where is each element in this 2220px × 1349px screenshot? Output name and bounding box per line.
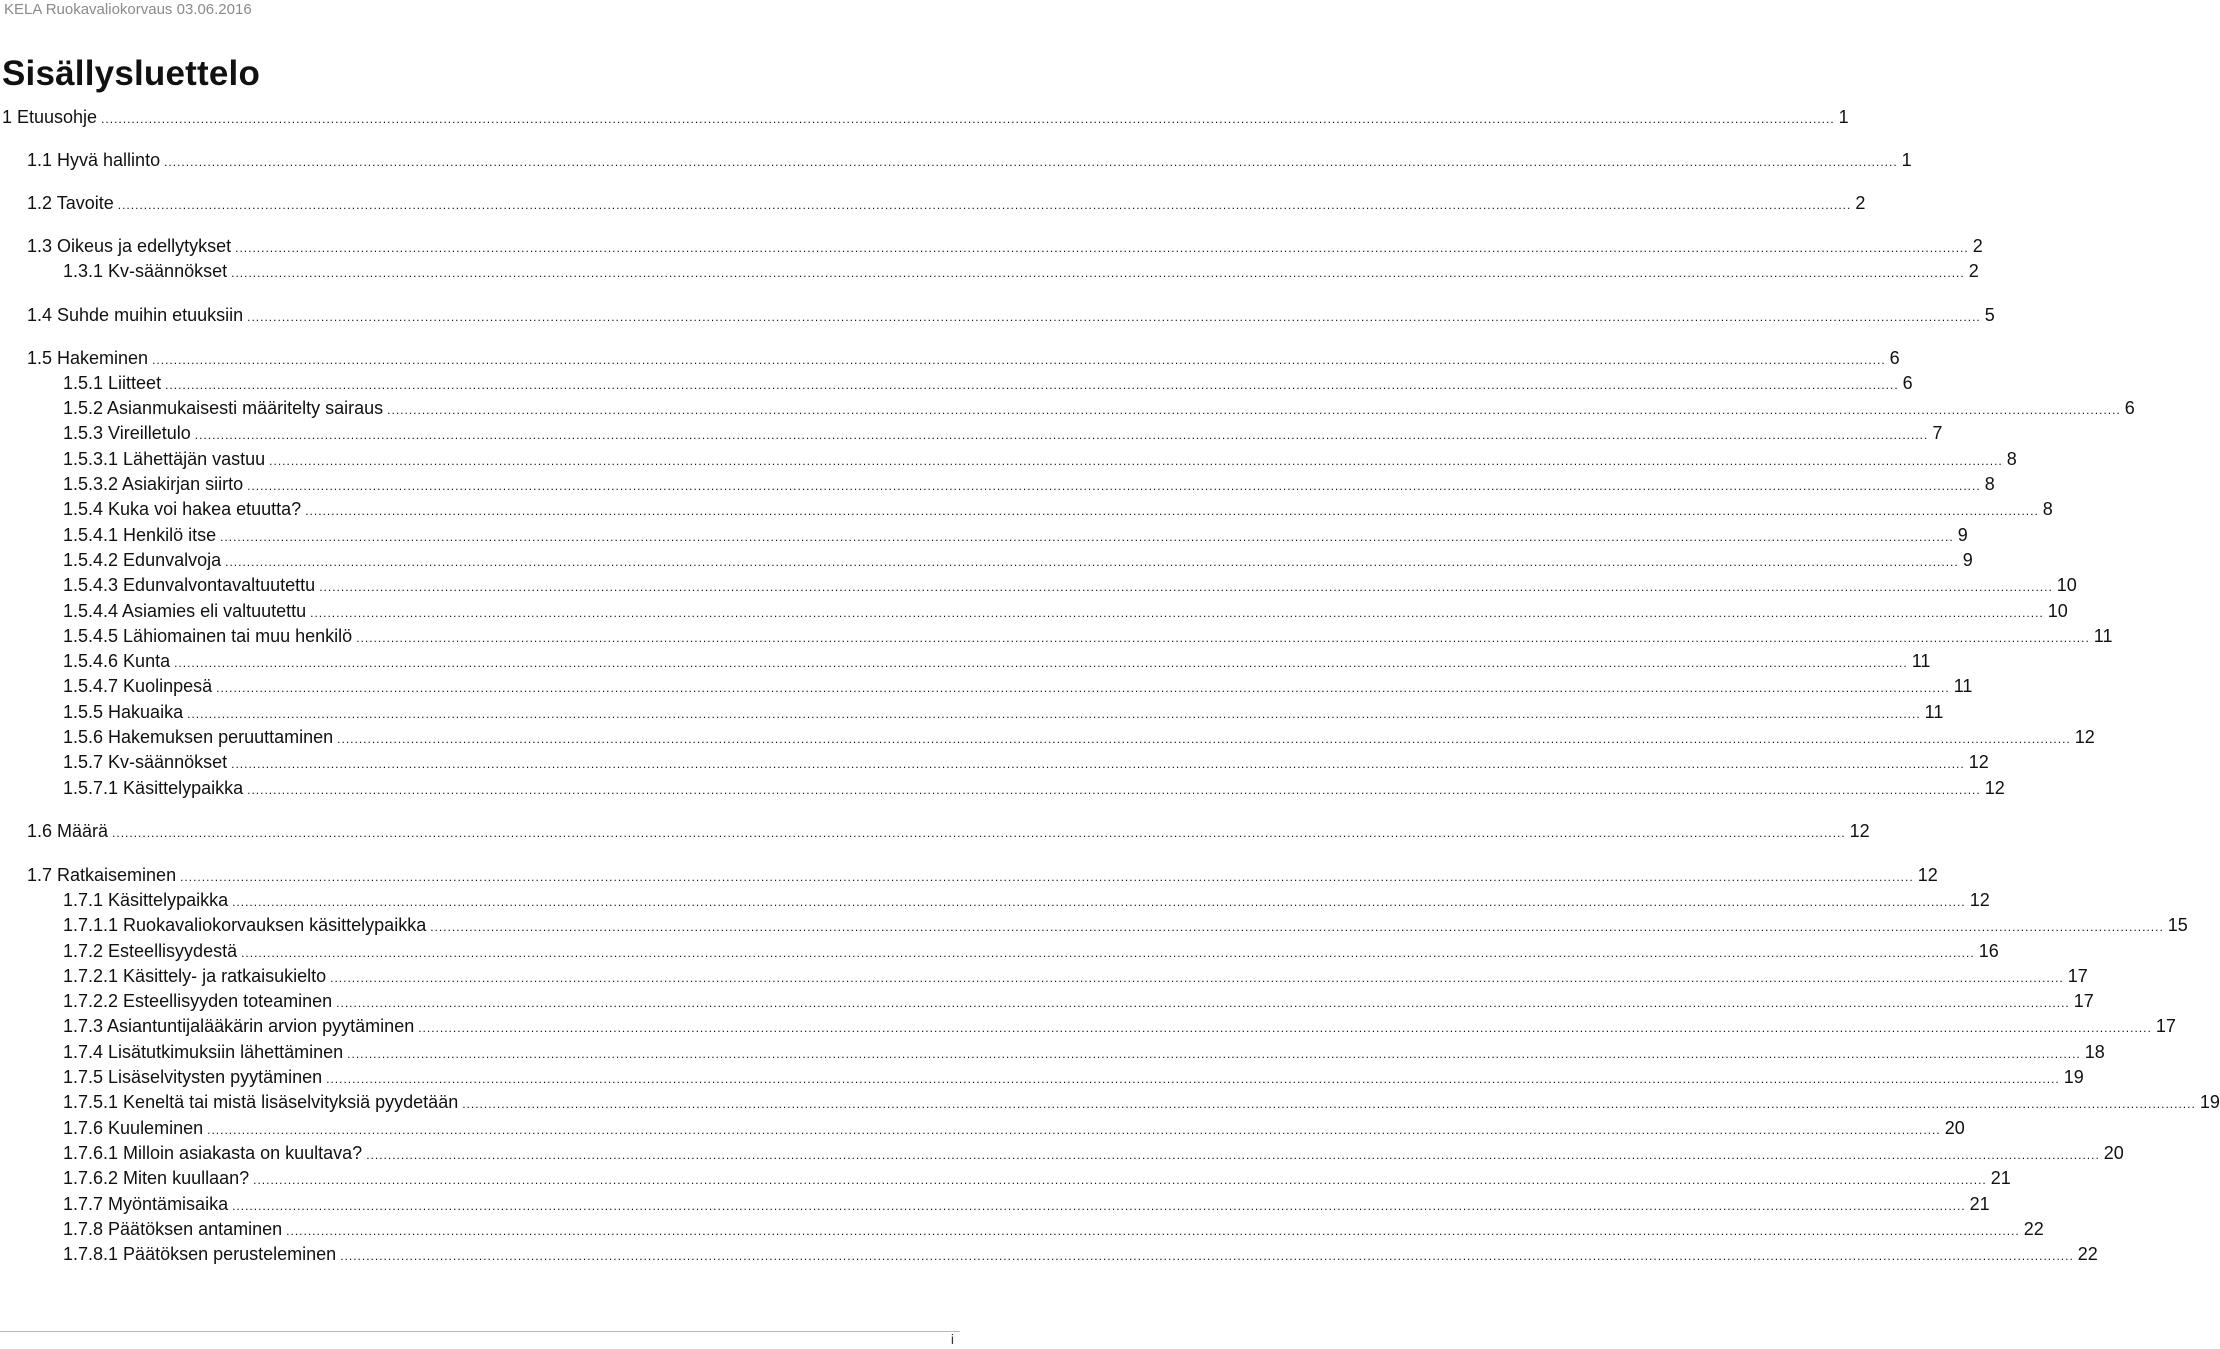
- toc-entry[interactable]: [63, 1014, 2176, 1038]
- toc-dot-leader: ................................................................................................................................................................................................................................................................................................................................................................................................................: [152, 353, 1886, 367]
- toc-entry[interactable]: [63, 259, 1979, 283]
- toc-entry-page-number: 8: [2006, 449, 2017, 469]
- toc-dot-leader: ................................................................................................................................................................................................................................................................................................................................................................................................................: [337, 732, 2071, 746]
- toc-entry[interactable]: [63, 523, 1968, 547]
- toc-entry-page-number: 12: [1917, 865, 1938, 885]
- toc-entry-title: 1.3 Oikeus ja edellytykset: [27, 236, 232, 256]
- toc-entry[interactable]: [63, 1116, 1965, 1140]
- toc-dot-leader: ................................................................................................................................................................................................................................................................................................................................................................................................................: [247, 310, 1981, 324]
- toc-dot-leader: ................................................................................................................................................................................................................................................................................................................................................................................................................: [241, 946, 1975, 960]
- toc-entry-title: 1 Etuusohje: [2, 107, 98, 127]
- toc-dot-leader: ................................................................................................................................................................................................................................................................................................................................................................................................................: [430, 920, 2164, 934]
- toc-entry-page-number: 11: [1911, 651, 1931, 671]
- toc-entry[interactable]: [63, 888, 1990, 912]
- toc-entry-title: 1.7.2.2 Esteellisyyden toteaminen: [63, 991, 333, 1011]
- toc-entry-page-number: 20: [1944, 1118, 1965, 1138]
- toc-entry-page-number: 22: [2077, 1244, 2098, 1264]
- toc-entry[interactable]: [27, 148, 1912, 172]
- toc-entry-title: 1.5.1 Liitteet: [63, 373, 162, 393]
- toc-entry-page-number: 6: [1902, 373, 1913, 393]
- toc-entry-title: 1.5.4 Kuka voi hakea etuutta?: [63, 499, 302, 519]
- toc-entry[interactable]: [27, 191, 1866, 215]
- toc-entry[interactable]: [63, 750, 1989, 774]
- toc-dot-leader: ................................................................................................................................................................................................................................................................................................................................................................................................................: [418, 1021, 2152, 1035]
- toc-dot-leader: ................................................................................................................................................................................................................................................................................................................................................................................................................: [207, 1123, 1941, 1137]
- toc-dot-leader: ................................................................................................................................................................................................................................................................................................................................................................................................................: [387, 403, 2121, 417]
- toc-entry-title: 1.5.4.7 Kuolinpesä: [63, 676, 213, 696]
- toc-entry-title: 1.7.6 Kuuleminen: [63, 1118, 204, 1138]
- toc-entry[interactable]: [63, 1166, 2011, 1190]
- toc-dot-leader: ................................................................................................................................................................................................................................................................................................................................................................................................................: [462, 1097, 2196, 1111]
- toc-entry-page-number: 12: [2074, 727, 2095, 747]
- toc-entry-title: 1.7.2.1 Käsittely- ja ratkaisukielto: [63, 966, 327, 986]
- toc-entry-page-number: 10: [2047, 601, 2068, 621]
- toc-entry[interactable]: [63, 1040, 2105, 1064]
- running-header: KELA Ruokavaliokorvaus 03.06.2016: [4, 1, 252, 18]
- toc-entry[interactable]: [63, 421, 1943, 445]
- toc-entry-page-number: 19: [2063, 1067, 2084, 1087]
- toc-entry-page-number: 1: [1901, 150, 1912, 170]
- toc-entry-title: 1.5.3 Vireilletulo: [63, 423, 191, 443]
- toc-entry-title: 1.7.8 Päätöksen antaminen: [63, 1219, 283, 1239]
- toc-entry-title: 1.7.3 Asiantuntijalääkärin arvion pyytäminen: [63, 1016, 415, 1036]
- toc-entry-page-number: 12: [1969, 890, 1990, 910]
- page-title: Sisällysluettelo: [2, 54, 261, 93]
- toc-dot-leader: ................................................................................................................................................................................................................................................................................................................................................................................................................: [247, 783, 1981, 797]
- toc-entry-page-number: 20: [2103, 1143, 2124, 1163]
- toc-dot-leader: ................................................................................................................................................................................................................................................................................................................................................................................................................: [232, 1199, 1966, 1213]
- toc-dot-leader: ................................................................................................................................................................................................................................................................................................................................................................................................................: [174, 656, 1908, 670]
- toc-entry-page-number: 21: [1990, 1168, 2011, 1188]
- toc-entry-title: 1.5.4.4 Asiamies eli valtuutettu: [63, 601, 307, 621]
- toc-entry[interactable]: [63, 599, 2068, 623]
- toc-entry[interactable]: [27, 819, 1870, 843]
- toc-entry-page-number: 11: [1924, 702, 1944, 722]
- toc-dot-leader: ................................................................................................................................................................................................................................................................................................................................................................................................................: [164, 155, 1898, 169]
- toc-entry-title: 1.7.8.1 Päätöksen perusteleminen: [63, 1244, 337, 1264]
- toc-entry-page-number: 15: [2167, 915, 2188, 935]
- toc-entry-page-number: 12: [1968, 752, 1989, 772]
- toc-dot-leader: ................................................................................................................................................................................................................................................................................................................................................................................................................: [319, 580, 2053, 594]
- toc-entry[interactable]: [63, 1242, 2098, 1266]
- toc-entry-page-number: 5: [1984, 305, 1995, 325]
- toc-dot-leader: ................................................................................................................................................................................................................................................................................................................................................................................................................: [286, 1224, 2020, 1238]
- toc-entry-title: 1.7 Ratkaiseminen: [27, 865, 177, 885]
- toc-entry-page-number: 6: [2124, 398, 2135, 418]
- toc-entry-page-number: 12: [1849, 821, 1870, 841]
- toc-entry-page-number: 1: [1838, 107, 1849, 127]
- toc-entry-page-number: 9: [1962, 550, 1973, 570]
- toc-entry-title: 1.5.4.3 Edunvalvontavaltuutettu: [63, 575, 316, 595]
- toc-entry[interactable]: [63, 776, 2005, 800]
- toc-dot-leader: ................................................................................................................................................................................................................................................................................................................................................................................................................: [253, 1173, 1987, 1187]
- toc-dot-leader: ................................................................................................................................................................................................................................................................................................................................................................................................................: [347, 1047, 2081, 1061]
- toc-dot-leader: ................................................................................................................................................................................................................................................................................................................................................................................................................: [232, 895, 1966, 909]
- toc-entry-page-number: 18: [2084, 1042, 2105, 1062]
- toc-entry[interactable]: [63, 1217, 2044, 1241]
- toc-dot-leader: ................................................................................................................................................................................................................................................................................................................................................................................................................: [165, 378, 1899, 392]
- toc-dot-leader: ................................................................................................................................................................................................................................................................................................................................................................................................................: [247, 479, 1981, 493]
- toc-dot-leader: ................................................................................................................................................................................................................................................................................................................................................................................................................: [366, 1148, 2100, 1162]
- toc-entry[interactable]: [63, 472, 1995, 496]
- toc-entry-title: 1.7.1 Käsittelypaikka: [63, 890, 229, 910]
- toc-entry-page-number: 9: [1957, 525, 1968, 545]
- toc-entry-title: 1.7.6.2 Miten kuullaan?: [63, 1168, 250, 1188]
- toc-entry-page-number: 8: [1984, 474, 1995, 494]
- toc-entry[interactable]: [63, 674, 1973, 698]
- toc-entry-title: 1.5.4.5 Lähiomainen tai muu henkilö: [63, 626, 353, 646]
- toc-entry[interactable]: [63, 396, 2135, 420]
- toc-entry-title: 1.5.2 Asianmukaisesti määritelty sairaus: [63, 398, 384, 418]
- toc-entry[interactable]: [63, 548, 1973, 572]
- toc-entry[interactable]: [63, 939, 1999, 963]
- toc-dot-leader: ................................................................................................................................................................................................................................................................................................................................................................................................................: [356, 631, 2090, 645]
- toc-entry[interactable]: [63, 913, 2188, 937]
- toc-entry-page-number: 11: [1953, 676, 1973, 696]
- toc-entry-page-number: 2: [1855, 193, 1866, 213]
- toc-entry-title: 1.7.6.1 Milloin asiakasta on kuultava?: [63, 1143, 363, 1163]
- toc-entry-title: 1.7.5 Lisäselvitysten pyytäminen: [63, 1067, 323, 1087]
- toc-entry[interactable]: [63, 989, 2094, 1013]
- toc-dot-leader: ................................................................................................................................................................................................................................................................................................................................................................................................................: [112, 826, 1846, 840]
- toc-entry[interactable]: [27, 234, 1983, 258]
- toc-entry[interactable]: [63, 964, 2088, 988]
- toc-entry[interactable]: [63, 1141, 2124, 1165]
- toc-entry-page-number: 22: [2023, 1219, 2044, 1239]
- toc-entry-title: 1.7.1.1 Ruokavaliokorvauksen käsittelypaikka: [63, 915, 427, 935]
- toc-entry-title: 1.5.4.1 Henkilö itse: [63, 525, 217, 545]
- toc-entry[interactable]: [63, 497, 2053, 521]
- toc-entry-title: 1.3.1 Kv-säännökset: [63, 261, 228, 281]
- toc-dot-leader: ................................................................................................................................................................................................................................................................................................................................................................................................................: [330, 971, 2064, 985]
- toc-entry-title: 1.2 Tavoite: [27, 193, 114, 213]
- toc-entry-page-number: 12: [1984, 778, 2005, 798]
- toc-dot-leader: ................................................................................................................................................................................................................................................................................................................................................................................................................: [340, 1249, 2074, 1263]
- toc-dot-leader: ................................................................................................................................................................................................................................................................................................................................................................................................................: [336, 996, 2070, 1010]
- toc-dot-leader: ................................................................................................................................................................................................................................................................................................................................................................................................................: [225, 555, 1959, 569]
- toc-entry[interactable]: [63, 573, 2077, 597]
- toc-entry[interactable]: [27, 863, 1938, 887]
- toc-entry-title: 1.4 Suhde muihin etuuksiin: [27, 305, 244, 325]
- toc-entry[interactable]: [63, 649, 1931, 673]
- toc-entry[interactable]: [63, 1090, 2220, 1114]
- toc-entry-title: 1.7.2 Esteellisyydestä: [63, 941, 238, 961]
- toc-entry-page-number: 17: [2067, 966, 2088, 986]
- toc-entry-title: 1.5.4.2 Edunvalvoja: [63, 550, 222, 570]
- toc-entry[interactable]: [63, 1192, 1990, 1216]
- toc-dot-leader: ................................................................................................................................................................................................................................................................................................................................................................................................................: [269, 454, 2003, 468]
- toc-entry-title: 1.7.5.1 Keneltä tai mistä lisäselvityksiä pyydetään: [63, 1092, 459, 1112]
- toc-dot-leader: ................................................................................................................................................................................................................................................................................................................................................................................................................: [305, 504, 2039, 518]
- toc-dot-leader: ................................................................................................................................................................................................................................................................................................................................................................................................................: [180, 870, 1914, 884]
- toc-dot-leader: ................................................................................................................................................................................................................................................................................................................................................................................................................: [216, 681, 1950, 695]
- toc-entry-title: 1.7.4 Lisätutkimuksiin lähettäminen: [63, 1042, 344, 1062]
- toc-entry-title: 1.1 Hyvä hallinto: [27, 150, 161, 170]
- toc-entry-page-number: 8: [2042, 499, 2053, 519]
- toc-dot-leader: ................................................................................................................................................................................................................................................................................................................................................................................................................: [310, 606, 2044, 620]
- footer-page-number: i: [950, 1331, 954, 1347]
- footer-divider: [0, 1331, 960, 1332]
- toc-entry-title: 1.5.3.1 Lähettäjän vastuu: [63, 449, 266, 469]
- toc-entry-page-number: 17: [2155, 1016, 2176, 1036]
- toc-entry-page-number: 21: [1969, 1194, 1990, 1214]
- toc-entry-title: 1.5.6 Hakemuksen peruuttaminen: [63, 727, 334, 747]
- toc-entry[interactable]: [2, 105, 1849, 129]
- toc-entry-page-number: 2: [1968, 261, 1979, 281]
- toc-entry[interactable]: [63, 447, 2017, 471]
- toc-dot-leader: ................................................................................................................................................................................................................................................................................................................................................................................................................: [220, 530, 1954, 544]
- toc-entry-page-number: 19: [2199, 1092, 2220, 1112]
- toc-dot-leader: ................................................................................................................................................................................................................................................................................................................................................................................................................: [101, 112, 1835, 126]
- toc-dot-leader: ................................................................................................................................................................................................................................................................................................................................................................................................................: [231, 266, 1965, 280]
- toc-entry-page-number: 16: [1978, 941, 1999, 961]
- toc-dot-leader: ................................................................................................................................................................................................................................................................................................................................................................................................................: [326, 1072, 2060, 1086]
- toc-entry-title: 1.5.7 Kv-säännökset: [63, 752, 228, 772]
- toc-entry-title: 1.5.7.1 Käsittelypaikka: [63, 778, 244, 798]
- toc-entry-title: 1.6 Määrä: [27, 821, 109, 841]
- toc-dot-leader: ................................................................................................................................................................................................................................................................................................................................................................................................................: [117, 198, 1852, 212]
- toc-entry-page-number: 7: [1932, 423, 1943, 443]
- toc-entry[interactable]: [63, 725, 2095, 749]
- toc-entry-page-number: 2: [1972, 236, 1983, 256]
- toc-entry-title: 1.7.7 Myöntämisaika: [63, 1194, 229, 1214]
- toc-entry-title: 1.5.5 Hakuaika: [63, 702, 184, 722]
- toc-entry-title: 1.5.4.6 Kunta: [63, 651, 171, 671]
- toc-entry[interactable]: [63, 624, 2113, 648]
- toc-entry-page-number: 17: [2073, 991, 2094, 1011]
- toc-dot-leader: ................................................................................................................................................................................................................................................................................................................................................................................................................: [194, 428, 1929, 442]
- toc-entry[interactable]: [63, 371, 1913, 395]
- toc-entry[interactable]: [27, 346, 1900, 370]
- toc-dot-leader: ................................................................................................................................................................................................................................................................................................................................................................................................................: [231, 757, 1965, 771]
- toc-dot-leader: ................................................................................................................................................................................................................................................................................................................................................................................................................: [187, 707, 1921, 721]
- toc-entry[interactable]: [63, 1065, 2084, 1089]
- toc-entry-title: 1.5 Hakeminen: [27, 348, 149, 368]
- toc-entry-page-number: 11: [2093, 626, 2113, 646]
- toc-entry[interactable]: [27, 303, 1995, 327]
- toc-entry-title: 1.5.3.2 Asiakirjan siirto: [63, 474, 244, 494]
- toc-entry[interactable]: [63, 700, 1944, 724]
- toc-dot-leader: ................................................................................................................................................................................................................................................................................................................................................................................................................: [235, 241, 1969, 255]
- toc-entry-page-number: 10: [2056, 575, 2077, 595]
- toc-entry-page-number: 6: [1889, 348, 1900, 368]
